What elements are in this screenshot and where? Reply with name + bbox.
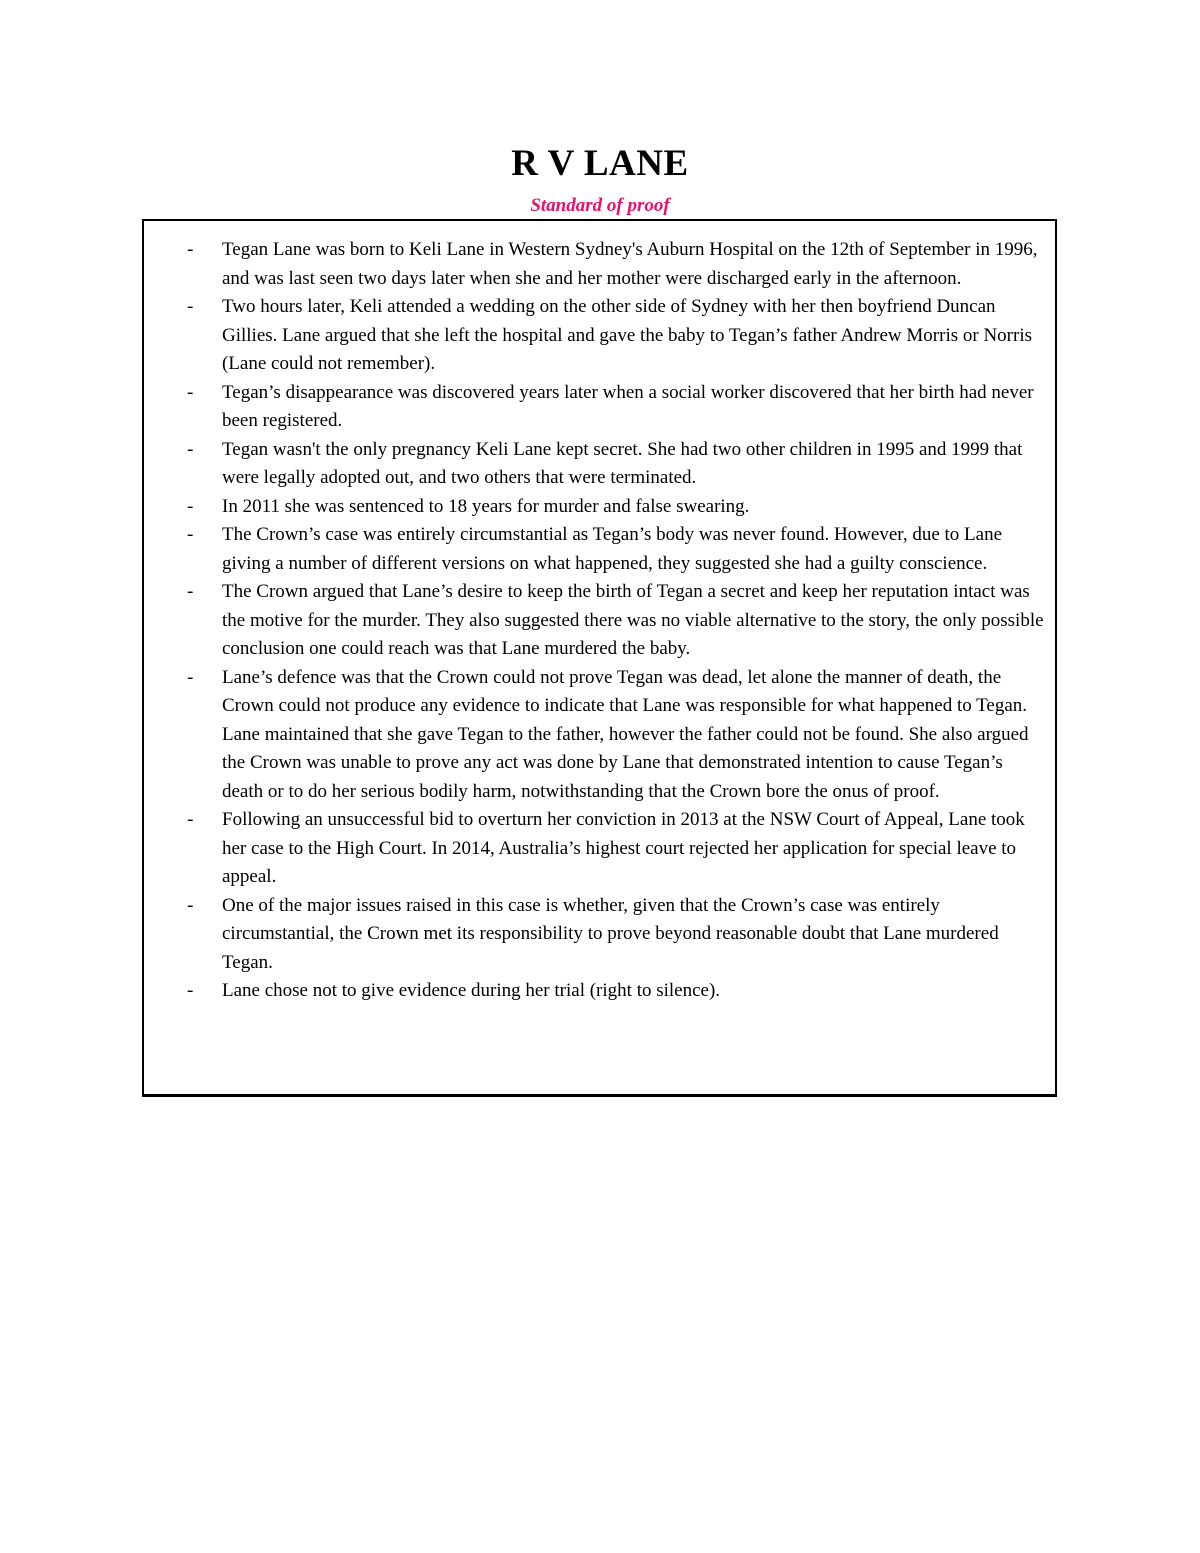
list-item-text: Following an unsuccessful bid to overturn her conviction in 2013 at the NSW Court of Appeal, Lane took her case to the High Court. In 2014, Australia’s highest court rejected her application for special leave to appeal. (222, 809, 1025, 887)
list-item-text: Lane’s defence was that the Crown could not prove Tegan was dead, let alone the manner of death, the Crown could not produce any evidence to indicate that Lane was responsible for what happened to Tegan. Lane maintained that she gave Tegan to the father, however the father could not be found. She also argued the Crown was unable to prove any act was done by Lane that demonstrated intention to cause Tegan’s death or to do her serious bodily harm, notwithstanding that the Crown bore the onus of proof. (222, 666, 1029, 802)
bullet-dash: - (187, 296, 194, 317)
list-item-text: The Crown argued that Lane’s desire to keep the birth of Tegan a secret and keep her reputation intact was the motive for the murder. They also suggested there was no viable alternative to the story, the only possible conclusion one could reach was that Lane murdered the baby. (222, 581, 1044, 659)
case-summary-box (142, 219, 1057, 1097)
list-item-text: Two hours later, Keli attended a wedding on the other side of Sydney with her then boyfriend Duncan Gillies. Lane argued that she left the hospital and gave the baby to Tegan’s father Andrew Morris or Norris (Lane could not remember). (222, 296, 1032, 374)
list-item (144, 521, 1055, 578)
list-item-text: One of the major issues raised in this case is whether, given that the Crown’s case was entirely circumstantial, the Crown met its responsibility to prove beyond reasonable doubt that Lane murdered Tegan. (222, 894, 999, 973)
list-item (144, 436, 1055, 493)
list-item (144, 977, 1055, 1006)
list-item-text: Lane chose not to give evidence during her trial (right to silence). (222, 980, 721, 1001)
list-item-text: In 2011 she was sentenced to 18 years for murder and false swearing. (222, 495, 750, 517)
bullet-dash: - (187, 666, 194, 688)
bullet-dash: - (187, 809, 194, 830)
bullet-dash: - (187, 980, 194, 1001)
list-item (144, 379, 1055, 436)
document-subtitle: Standard of proof (530, 195, 670, 216)
bullet-dash: - (187, 524, 194, 545)
list-item (144, 493, 1055, 522)
bullet-dash: - (187, 581, 194, 602)
list-item-text: The Crown’s case was entirely circumstantial as Tegan’s body was never found. However, due to Lane giving a number of different versions on what happened, they suggested she had a guilty conscience. (222, 524, 1003, 574)
list-item (144, 664, 1055, 807)
list-item-text: Tegan wasn't the only pregnancy Keli Lane kept secret. She had two other children in 1995 and 1999 that were legally adopted out, and two others that were terminated. (222, 438, 1023, 488)
bullet-dash: - (187, 438, 194, 460)
bullet-dash: - (187, 495, 194, 517)
case-points-list (144, 236, 1055, 1006)
list-item (144, 236, 1055, 293)
bullet-dash: - (187, 894, 194, 916)
list-item-text: Tegan Lane was born to Keli Lane in Western Sydney's Auburn Hospital on the 12th of September in 1996, and was last seen two days later when she and her mother were discharged early in the afternoon. (222, 239, 1038, 289)
list-item (144, 293, 1055, 379)
bullet-dash: - (187, 239, 194, 260)
document-title: R V LANE (511, 143, 689, 184)
list-item (144, 578, 1055, 664)
bullet-dash: - (187, 381, 194, 403)
list-item (144, 892, 1055, 978)
list-item-text: Tegan’s disappearance was discovered years later when a social worker discovered that her birth had never been registered. (222, 381, 1034, 431)
list-item (144, 806, 1055, 892)
